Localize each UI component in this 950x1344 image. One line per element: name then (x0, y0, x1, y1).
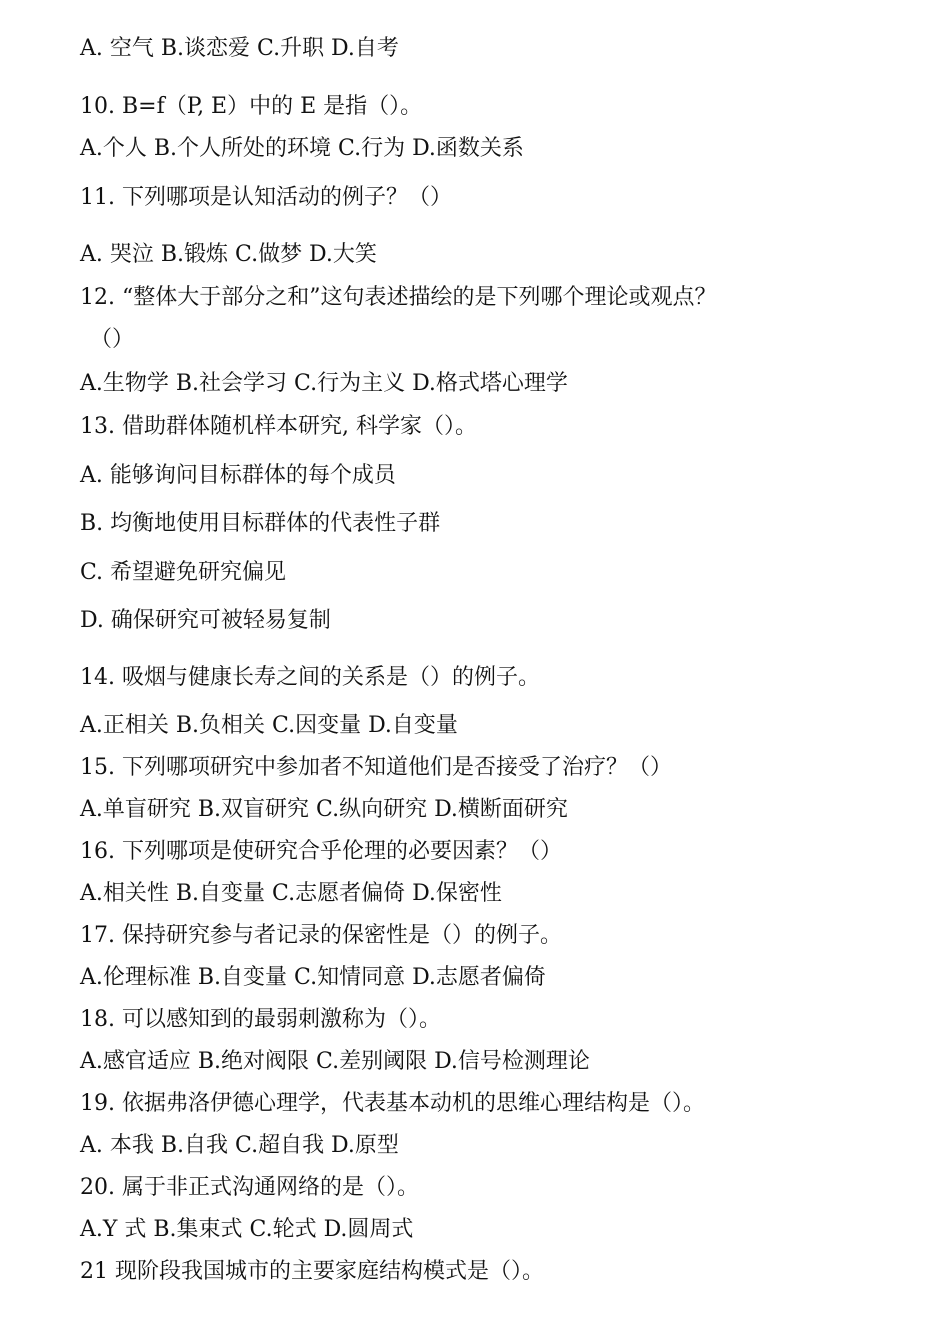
question-10: 10. B=f（P, E）中的 E 是指（）。 (80, 94, 423, 119)
question-12: 12. “整体大于部分之和”这句表述描绘的是下列哪个理论或观点？ (80, 285, 717, 310)
option-line-q19: A. 本我 B.自我 C.超自我 D.原型 (80, 1133, 399, 1158)
question-16: 16. 下列哪项是使研究合乎伦理的必要因素？（） (80, 839, 562, 864)
option-line-q18: A.感官适应 B.绝对阀限 C.差别阈限 D.信号检测理论 (80, 1049, 590, 1074)
option-line-q10: A.个人 B.个人所处的环境 C.行为 D.函数关系 (80, 136, 524, 161)
option-line-q11: A. 哭泣 B.锻炼 C.做梦 D.大笑 (80, 242, 377, 267)
option-line-q14: A.正相关 B.负相关 C.因变量 D.自变量 (80, 713, 458, 738)
question-19: 19. 依据弗洛伊德心理学，代表基本动机的思维心理结构是（）。 (80, 1091, 705, 1116)
option-d-q13: D. 确保研究可被轻易复制 (80, 608, 331, 633)
question-17: 17. 保持研究参与者记录的保密性是（）的例子。 (80, 923, 562, 948)
question-12-continuation: （） (90, 327, 135, 352)
question-13: 13. 借助群体随机样本研究, 科学家（）。 (80, 414, 477, 439)
question-20: 20. 属于非正式沟通网络的是（）。 (80, 1175, 419, 1200)
option-line-q20: A.Y 式 B.集束式 C.轮式 D.圆周式 (80, 1217, 414, 1242)
option-line-q12: A.生物学 B.社会学习 C.行为主义 D.格式塔心理学 (80, 371, 568, 396)
question-18: 18. 可以感知到的最弱刺激称为（）。 (80, 1007, 441, 1032)
option-line-q17: A.伦理标准 B.自变量 C.知情同意 D.志愿者偏倚 (80, 965, 546, 990)
question-21: 21 现阶段我国城市的主要家庭结构模式是（）。 (80, 1259, 544, 1284)
question-15: 15. 下列哪项研究中参加者不知道他们是否接受了治疗？（） (80, 755, 672, 780)
option-a-q13: A. 能够询问目标群体的每个成员 (80, 463, 396, 488)
option-b-q13: B. 均衡地使用目标群体的代表性子群 (80, 511, 441, 536)
question-11: 11. 下列哪项是认知活动的例子？（） (80, 185, 452, 210)
option-line-q16: A.相关性 B.自变量 C.志愿者偏倚 D.保密性 (80, 881, 502, 906)
option-line-q15: A.单盲研究 B.双盲研究 C.纵向研究 D.横断面研究 (80, 797, 568, 822)
question-14: 14. 吸烟与健康长寿之间的关系是（）的例子。 (80, 665, 540, 690)
option-line-q9: A. 空气 B.谈恋爱 C.升职 D.自考 (80, 36, 399, 61)
option-c-q13: C. 希望避免研究偏见 (80, 560, 287, 585)
